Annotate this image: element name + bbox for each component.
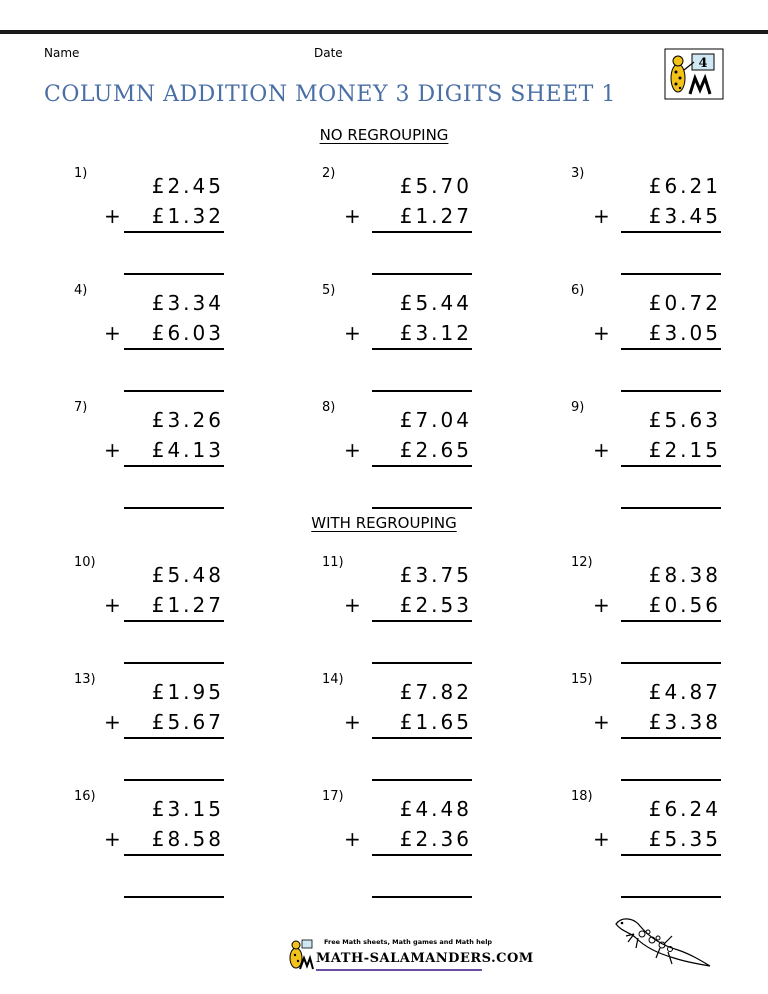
top-addend: £2.45: [151, 174, 224, 198]
sum-line: [621, 620, 721, 622]
top-addend: £0.72: [648, 291, 721, 315]
top-addend: £1.95: [151, 680, 224, 704]
answer-line[interactable]: [621, 390, 721, 392]
addition-problem: [322, 672, 472, 782]
bottom-addend: £2.15: [648, 438, 721, 462]
sum-line: [124, 620, 224, 622]
top-addend: £7.04: [399, 408, 472, 432]
addition-problem: [322, 283, 472, 393]
top-border: [0, 30, 768, 34]
bottom-addend: £3.45: [648, 204, 721, 228]
sum-line: [372, 231, 472, 233]
plus-sign: +: [344, 321, 361, 345]
question-number: 12): [571, 555, 593, 570]
sum-line: [372, 348, 472, 350]
answer-line[interactable]: [372, 507, 472, 509]
plus-sign: +: [104, 438, 121, 462]
addition-problem: [74, 166, 224, 276]
addition-problem: [571, 789, 721, 899]
bottom-addend: £2.65: [399, 438, 472, 462]
top-addend: £7.82: [399, 680, 472, 704]
answer-line[interactable]: [372, 662, 472, 664]
addition-problem: [74, 400, 224, 510]
top-addend: £3.34: [151, 291, 224, 315]
question-number: 9): [571, 400, 585, 415]
top-addend: £3.75: [399, 563, 472, 587]
logo-badge: 4: [698, 56, 708, 71]
bottom-addend: £1.32: [151, 204, 224, 228]
bottom-addend: £5.35: [648, 827, 721, 851]
bottom-addend: £3.05: [648, 321, 721, 345]
question-number: 16): [74, 789, 96, 804]
bottom-addend: £8.58: [151, 827, 224, 851]
bottom-addend: £5.67: [151, 710, 224, 734]
answer-line[interactable]: [124, 273, 224, 275]
salamander-logo-icon: [664, 48, 724, 100]
sum-line: [124, 465, 224, 467]
sum-line: [621, 231, 721, 233]
question-number: 2): [322, 166, 336, 181]
bottom-addend: £6.03: [151, 321, 224, 345]
question-number: 18): [571, 789, 593, 804]
plus-sign: +: [344, 710, 361, 734]
question-number: 13): [74, 672, 96, 687]
plus-sign: +: [104, 710, 121, 734]
question-number: 1): [74, 166, 88, 181]
plus-sign: +: [344, 827, 361, 851]
footer-logo-icon: [286, 938, 314, 970]
bottom-addend: £3.12: [399, 321, 472, 345]
addition-problem: [74, 789, 224, 899]
top-addend: £5.44: [399, 291, 472, 315]
footer-underline: [316, 969, 482, 971]
addition-problem: [322, 166, 472, 276]
plus-sign: +: [104, 593, 121, 617]
answer-line[interactable]: [621, 896, 721, 898]
sum-line: [621, 348, 721, 350]
answer-line[interactable]: [124, 779, 224, 781]
question-number: 7): [74, 400, 88, 415]
bottom-addend: £2.36: [399, 827, 472, 851]
answer-line[interactable]: [372, 779, 472, 781]
bottom-addend: £3.38: [648, 710, 721, 734]
answer-line[interactable]: [372, 896, 472, 898]
answer-line[interactable]: [124, 662, 224, 664]
sum-line: [372, 465, 472, 467]
addition-problem: [74, 283, 224, 393]
plus-sign: +: [593, 438, 610, 462]
answer-line[interactable]: [372, 273, 472, 275]
answer-line[interactable]: [621, 779, 721, 781]
question-number: 8): [322, 400, 336, 415]
top-addend: £3.15: [151, 797, 224, 821]
date-label: Date: [314, 46, 343, 60]
top-addend: £6.24: [648, 797, 721, 821]
question-number: 10): [74, 555, 96, 570]
bottom-addend: £1.27: [151, 593, 224, 617]
answer-line[interactable]: [372, 390, 472, 392]
answer-line[interactable]: [621, 273, 721, 275]
addition-problem: [74, 555, 224, 665]
addition-problem: [74, 672, 224, 782]
section-heading: [0, 514, 768, 532]
section-heading-text: NO REGROUPING: [319, 126, 449, 144]
addition-problem: [322, 400, 472, 510]
plus-sign: +: [593, 321, 610, 345]
answer-line[interactable]: [124, 896, 224, 898]
top-addend: £6.21: [648, 174, 721, 198]
addition-problem: [571, 166, 721, 276]
plus-sign: +: [344, 438, 361, 462]
bottom-addend: £4.13: [151, 438, 224, 462]
plus-sign: +: [593, 204, 610, 228]
addition-problem: [571, 672, 721, 782]
question-number: 17): [322, 789, 344, 804]
plus-sign: +: [104, 204, 121, 228]
top-addend: £3.26: [151, 408, 224, 432]
plus-sign: +: [104, 321, 121, 345]
answer-line[interactable]: [621, 662, 721, 664]
bottom-addend: £2.53: [399, 593, 472, 617]
addition-problem: [322, 555, 472, 665]
footer-brand: [286, 938, 534, 972]
plus-sign: +: [593, 827, 610, 851]
plus-sign: +: [593, 710, 610, 734]
plus-sign: +: [104, 827, 121, 851]
top-addend: £5.48: [151, 563, 224, 587]
sum-line: [372, 737, 472, 739]
question-number: 15): [571, 672, 593, 687]
question-number: 3): [571, 166, 585, 181]
section-heading-text: WITH REGROUPING: [311, 514, 457, 532]
question-number: 5): [322, 283, 336, 298]
answer-line[interactable]: [124, 390, 224, 392]
top-addend: £8.38: [648, 563, 721, 587]
salamander-icon: [612, 912, 712, 974]
plus-sign: +: [344, 593, 361, 617]
footer-tagline: Free Math sheets, Math games and Math help: [324, 938, 493, 946]
plus-sign: +: [593, 593, 610, 617]
top-addend: £5.70: [399, 174, 472, 198]
footer-site-name[interactable]: MATH-SALAMANDERS.COM: [316, 951, 534, 966]
bottom-addend: £0.56: [648, 593, 721, 617]
question-number: 4): [74, 283, 88, 298]
sum-line: [372, 854, 472, 856]
sum-line: [124, 231, 224, 233]
question-number: 11): [322, 555, 344, 570]
top-addend: £5.63: [648, 408, 721, 432]
addition-problem: [571, 555, 721, 665]
sum-line: [124, 854, 224, 856]
bottom-addend: £1.27: [399, 204, 472, 228]
answer-line[interactable]: [621, 507, 721, 509]
name-label: Name: [44, 46, 80, 60]
question-number: 14): [322, 672, 344, 687]
section-heading: [0, 126, 768, 144]
sum-line: [124, 348, 224, 350]
answer-line[interactable]: [124, 507, 224, 509]
addition-problem: [571, 283, 721, 393]
addition-problem: [571, 400, 721, 510]
sum-line: [372, 620, 472, 622]
plus-sign: +: [344, 204, 361, 228]
page-title: COLUMN ADDITION MONEY 3 DIGITS SHEET 1: [44, 82, 616, 107]
sum-line: [621, 737, 721, 739]
question-number: 6): [571, 283, 585, 298]
top-addend: £4.87: [648, 680, 721, 704]
addition-problem: [322, 789, 472, 899]
sum-line: [621, 854, 721, 856]
bottom-addend: £1.65: [399, 710, 472, 734]
top-addend: £4.48: [399, 797, 472, 821]
sum-line: [124, 737, 224, 739]
sum-line: [621, 465, 721, 467]
